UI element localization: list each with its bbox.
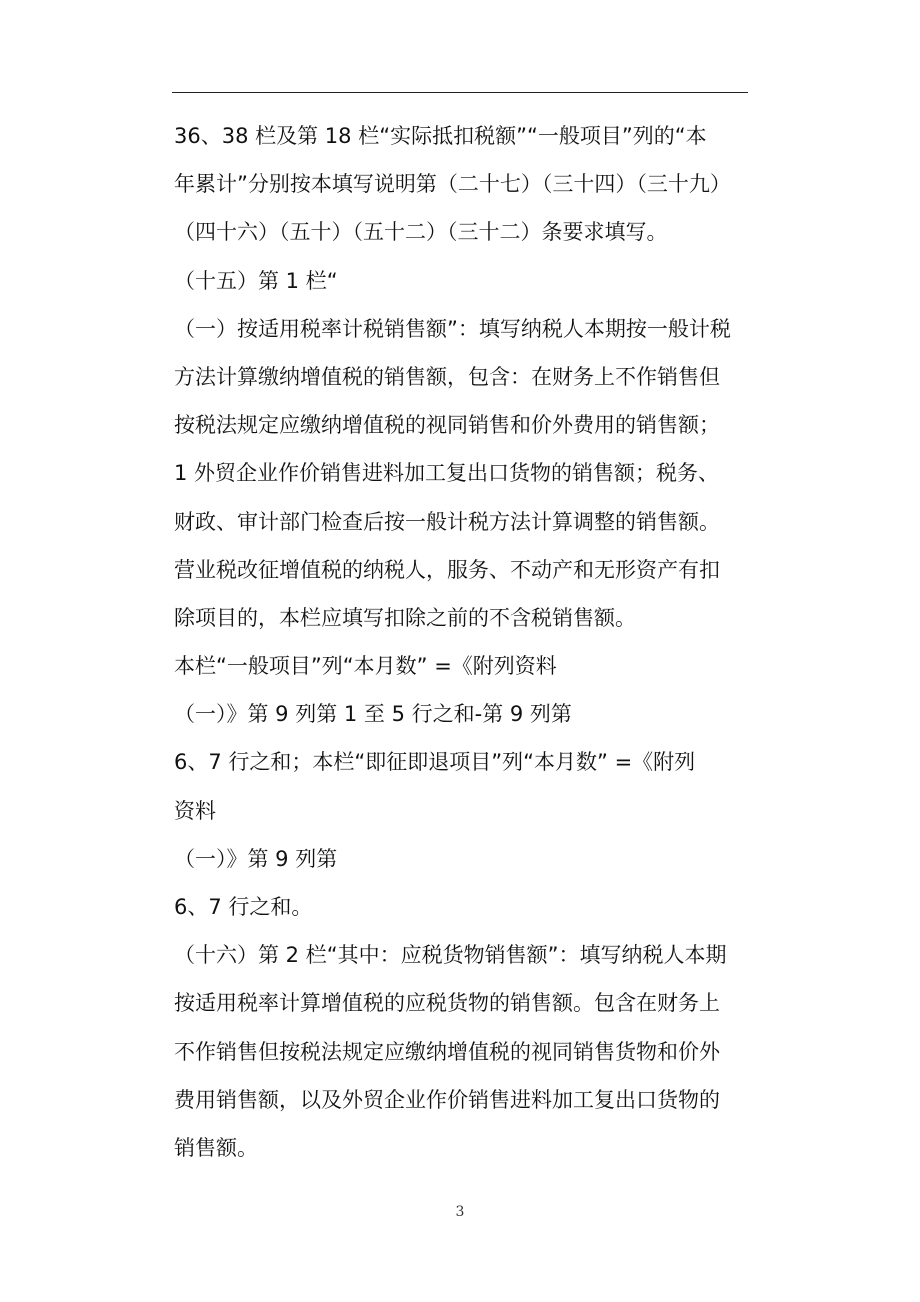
text-line-16: （一）》第 9 列第	[174, 846, 338, 871]
text-line-12: 本栏“一般项目”列“本月数” =《附列资料	[174, 654, 557, 679]
header-rule	[172, 92, 748, 93]
text-line-2: 年累计”分别按本填写说明第（二十七）（三十四）（三十九）	[174, 172, 731, 197]
text-line-22: 销售额。	[174, 1135, 258, 1160]
text-line-10: 营业税改征增值税的纳税人，服务、不动产和无形资产有扣	[174, 557, 720, 582]
text-line-20: 不作销售但按税法规定应缴纳增值税的视同销售货物和价外	[174, 1039, 720, 1064]
text-line-1: 36、38 栏及第 18 栏“实际抵扣税额”“一般项目”列的“本	[174, 124, 707, 148]
text-line-5: （一）按适用税率计税销售额”：填写纳税人本期按一般计税	[174, 316, 731, 341]
text-line-11: 除项目的，本栏应填写扣除之前的不含税销售额。	[174, 605, 636, 630]
text-line-19: 按适用税率计算增值税的应税货物的销售额。包含在财务上	[174, 991, 720, 1016]
page-number: 3	[455, 1204, 465, 1220]
body-text	[174, 112, 750, 1172]
text-line-18: （十六）第 2 栏“其中：应税货物销售额”：填写纳税人本期	[174, 943, 727, 968]
text-line-7: 按税法规定应缴纳增值税的视同销售和价外费用的销售额；	[174, 413, 720, 438]
text-line-9: 财政、审计部门检查后按一般计税方法计算调整的销售额。	[174, 509, 720, 534]
text-line-8: 1 外贸企业作价销售进料加工复出口货物的销售额；税务、	[174, 461, 720, 486]
text-line-6: 方法计算缴纳增值税的销售额，包含：在财务上不作销售但	[174, 364, 720, 389]
text-line-4: （十五）第 1 栏“	[174, 268, 338, 293]
text-line-21: 费用销售额，以及外贸企业作价销售进料加工复出口货物的	[174, 1087, 720, 1112]
text-line-3: （四十六）（五十）（五十二）（三十二）条要求填写。	[174, 220, 668, 245]
text-line-14: 6、7 行之和；本栏“即征即退项目”列“本月数” =《附列	[174, 750, 696, 775]
text-line-15: 资料	[174, 798, 216, 823]
text-line-17: 6、7 行之和。	[174, 895, 313, 919]
text-line-13: （一）》第 9 列第 1 至 5 行之和-第 9 列第	[174, 702, 572, 727]
